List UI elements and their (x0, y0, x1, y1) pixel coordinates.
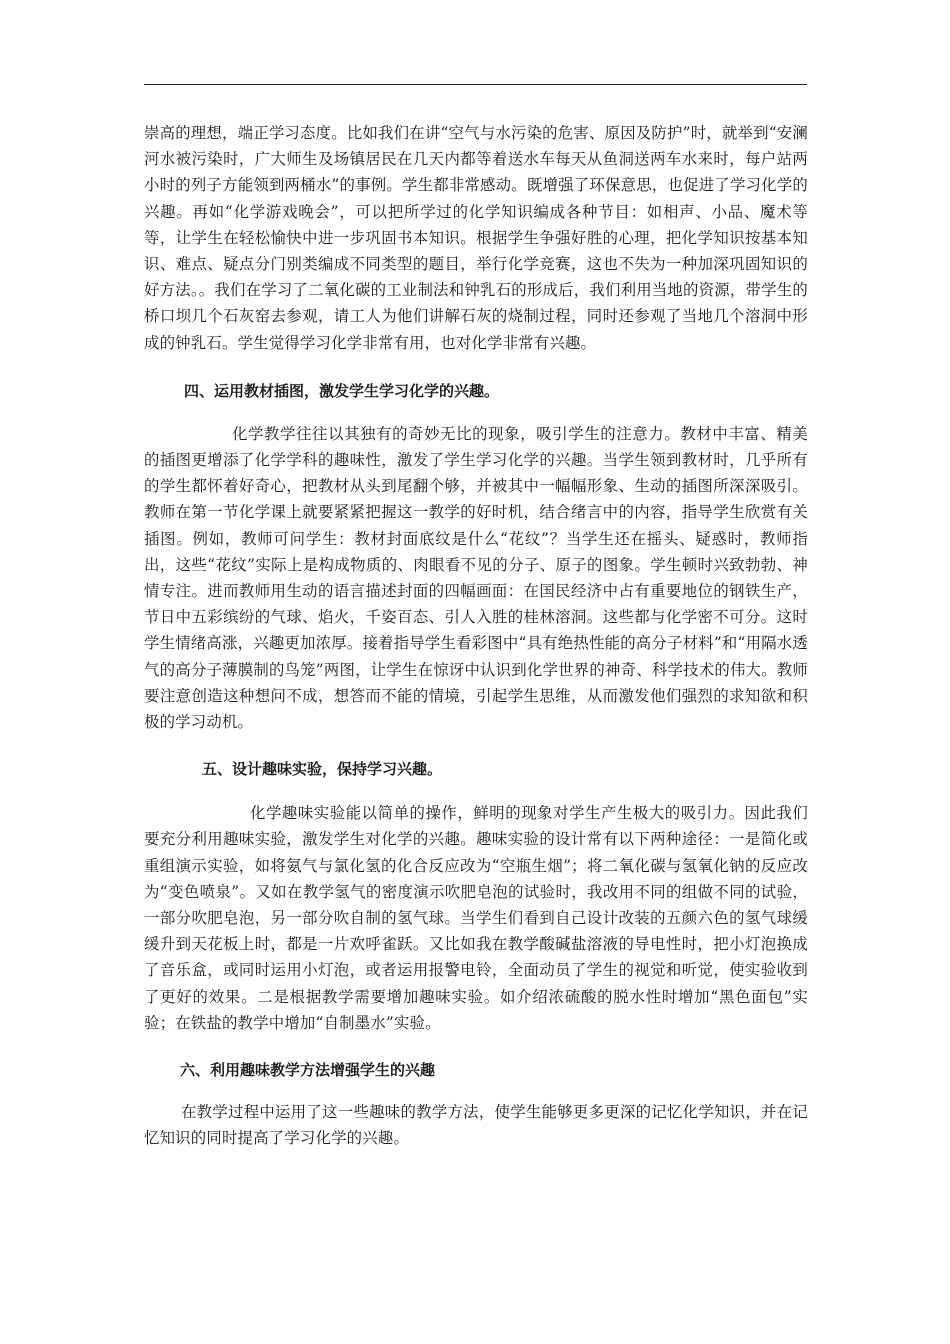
section-6-paragraph: 在教学过程中运用了这一些趣味的教学方法，使学生能够更多更深的记忆化学知识，并在记忆知识的同时提高了学习化学的兴趣。 (144, 1103, 808, 1148)
document-body (144, 120, 808, 1152)
section-5-heading: 五、设计趣味实验，保持学习兴趣。 (202, 760, 443, 779)
section-5-paragraph: 化学趣味实验能以简单的操作，鲜明的现象对学生产生极大的吸引力。因此我们要充分利用趣味实验，激发学生对化学的兴趣。趣味实验的设计常有以下两种途径：一是简化或重组演示实验，如将氨气与氯化氢的化合反应改为“空瓶生烟”；将二氧化碳与氢氧化钠的反应改为“变色喷泉”。又如在教学氢气的密度演示吹肥皂泡的试验时，我改用不同的组做不同的试验，一部分吹肥皂泡，另一部分吹自制的氢气球。当学生们看到自己设计改装的五颜六色的氢气球缓缓升到天花板上时，都是一片欢呼雀跃。又比如我在教学酸碱盐溶液的导电性时，把小灯泡换成了音乐盒，或同时运用小灯泡，或者运用报警电铃，全面动员了学生的视觉和听觉，使实验收到了更好的效果。二是根据教学需要增加趣味实验。如介绍浓硫酸的脱水性时增加“黑色面包”实验；在铁盐的教学中增加“自制墨水”实验。 (144, 804, 808, 1032)
header-rule (144, 84, 807, 85)
section-6-heading: 六、利用趣味教学方法增强学生的兴趣 (180, 1061, 436, 1080)
section-4-heading: 四、运用教材插图，激发学生学习化学的兴趣。 (184, 381, 500, 400)
section-4-paragraph: 化学教学往往以其独有的奇妙无比的现象，吸引学生的注意力。教材中丰富、精美的插图更增添了化学学科的趣味性，激发了学生学习化学的兴趣。当学生领到教材时，几乎所有的学生都怀着好奇心，把教材从头到尾翻个够，并被其中一幅幅形象、生动的插图所深深吸引。教师在第一节化学课上就要紧紧把握这一教学的好时机，结合绪言中的内容，指导学生欣赏有关插图。例如，教师可问学生：教材封面底纹是什么“花纹”？当学生还在摇头、疑惑时，教师指出，这些“花纹”实际上是构成物质的、肉眼看不见的分子、原子的图象。学生顿时兴致勃勃、神情专注。进而教师用生动的语言描述封面的四幅画面：在国民经济中占有重要地位的钢铁生产，节日中五彩缤纷的气球、焰火，千姿百态、引人入胜的桂林溶洞。这些都与化学密不可分。这时学生情绪高涨，兴趣更加浓厚。接着指导学生看彩图中“具有绝热性能的高分子材料”和“用隔水透气的高分子薄膜制的鸟笼”两图，让学生在惊讶中认识到化学世界的神奇、科学技术的伟大。教师要注意创造这种想问不成，想答而不能的情境，引起学生思维，从而激发他们强烈的求知欲和积极的学习动机。 (144, 424, 808, 732)
continued-paragraph: 崇高的理想，端正学习态度。比如我们在讲“空气与水污染的危害、原因及防护”时，就举到“安澜河水被污染时，广大师生及场镇居民在几天内都等着送水车每天从鱼洞送两车水来时，每户站两小时的列子方能领到两桶水”的事例。学生都非常感动。既增强了环保意思，也促进了学习化学的兴趣。再如“化学游戏晚会”，可以把所学过的化学知识编成各种节目：如相声、小品、魔术等等，让学生在轻松愉快中进一步巩固书本知识。根据学生争强好胜的心理，把化学知识按基本知识、难点、疑点分门别类编成不同类型的题目，举行化学竞赛，这也不失为一种加深巩固知识的好方法。。我们在学习了二氧化碳的工业制法和钟乳石的形成后，我们利用当地的资源，带学生的桥口坝几个石灰窑去参观，请工人为他们讲解石灰的烧制过程，同时还参观了当地几个溶洞中形成的钟乳石。学生觉得学习化学非常有用，也对化学非常有兴趣。 (144, 124, 808, 352)
